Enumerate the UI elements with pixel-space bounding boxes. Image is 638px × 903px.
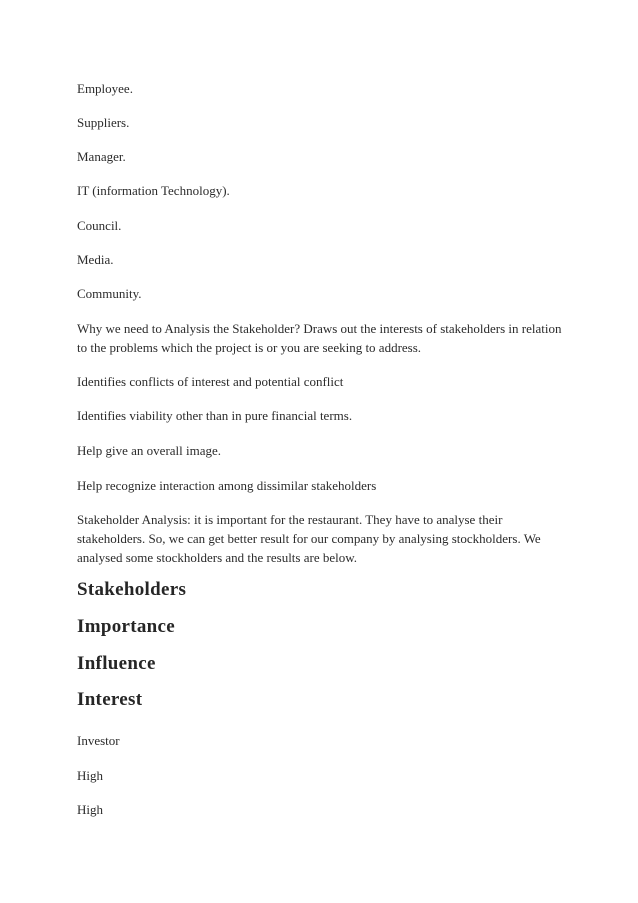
list-item-employee: Employee.: [77, 81, 133, 96]
paragraph-why-analysis: Why we need to Analysis the Stakeholder? Draws out the interests of stakeholders in relation to the problems which the project is or you are seeking to address.: [77, 321, 562, 355]
list-item-community: Community.: [77, 286, 142, 301]
value-importance-high: High: [77, 768, 103, 783]
heading-influence: Influence: [77, 653, 156, 674]
value-influence-high: High: [77, 802, 103, 817]
heading-importance: Importance: [77, 616, 175, 637]
paragraph-stakeholder-analysis: Stakeholder Analysis: it is important for the restaurant. They have to analyse their stakeholders. So, we can get better result for our company by analysing stockholders. We analysed some stockholders and the results are below.: [77, 512, 541, 565]
list-item-media: Media.: [77, 252, 114, 267]
list-item-it: IT (information Technology).: [77, 183, 230, 198]
paragraph-viability: Identifies viability other than in pure financial terms.: [77, 408, 353, 423]
paragraph-overall-image: Help give an overall image.: [77, 443, 222, 458]
heading-interest: Interest: [77, 689, 143, 710]
list-item-suppliers: Suppliers.: [77, 115, 130, 130]
paragraph-recognize: Help recognize interaction among dissimilar stakeholders: [77, 478, 377, 493]
heading-stakeholders: Stakeholders: [77, 579, 187, 600]
list-item-council: Council.: [77, 218, 122, 233]
list-item-manager: Manager.: [77, 149, 126, 164]
value-investor: Investor: [77, 733, 120, 748]
paragraph-conflicts: Identifies conflicts of interest and potential conflict: [77, 374, 344, 389]
